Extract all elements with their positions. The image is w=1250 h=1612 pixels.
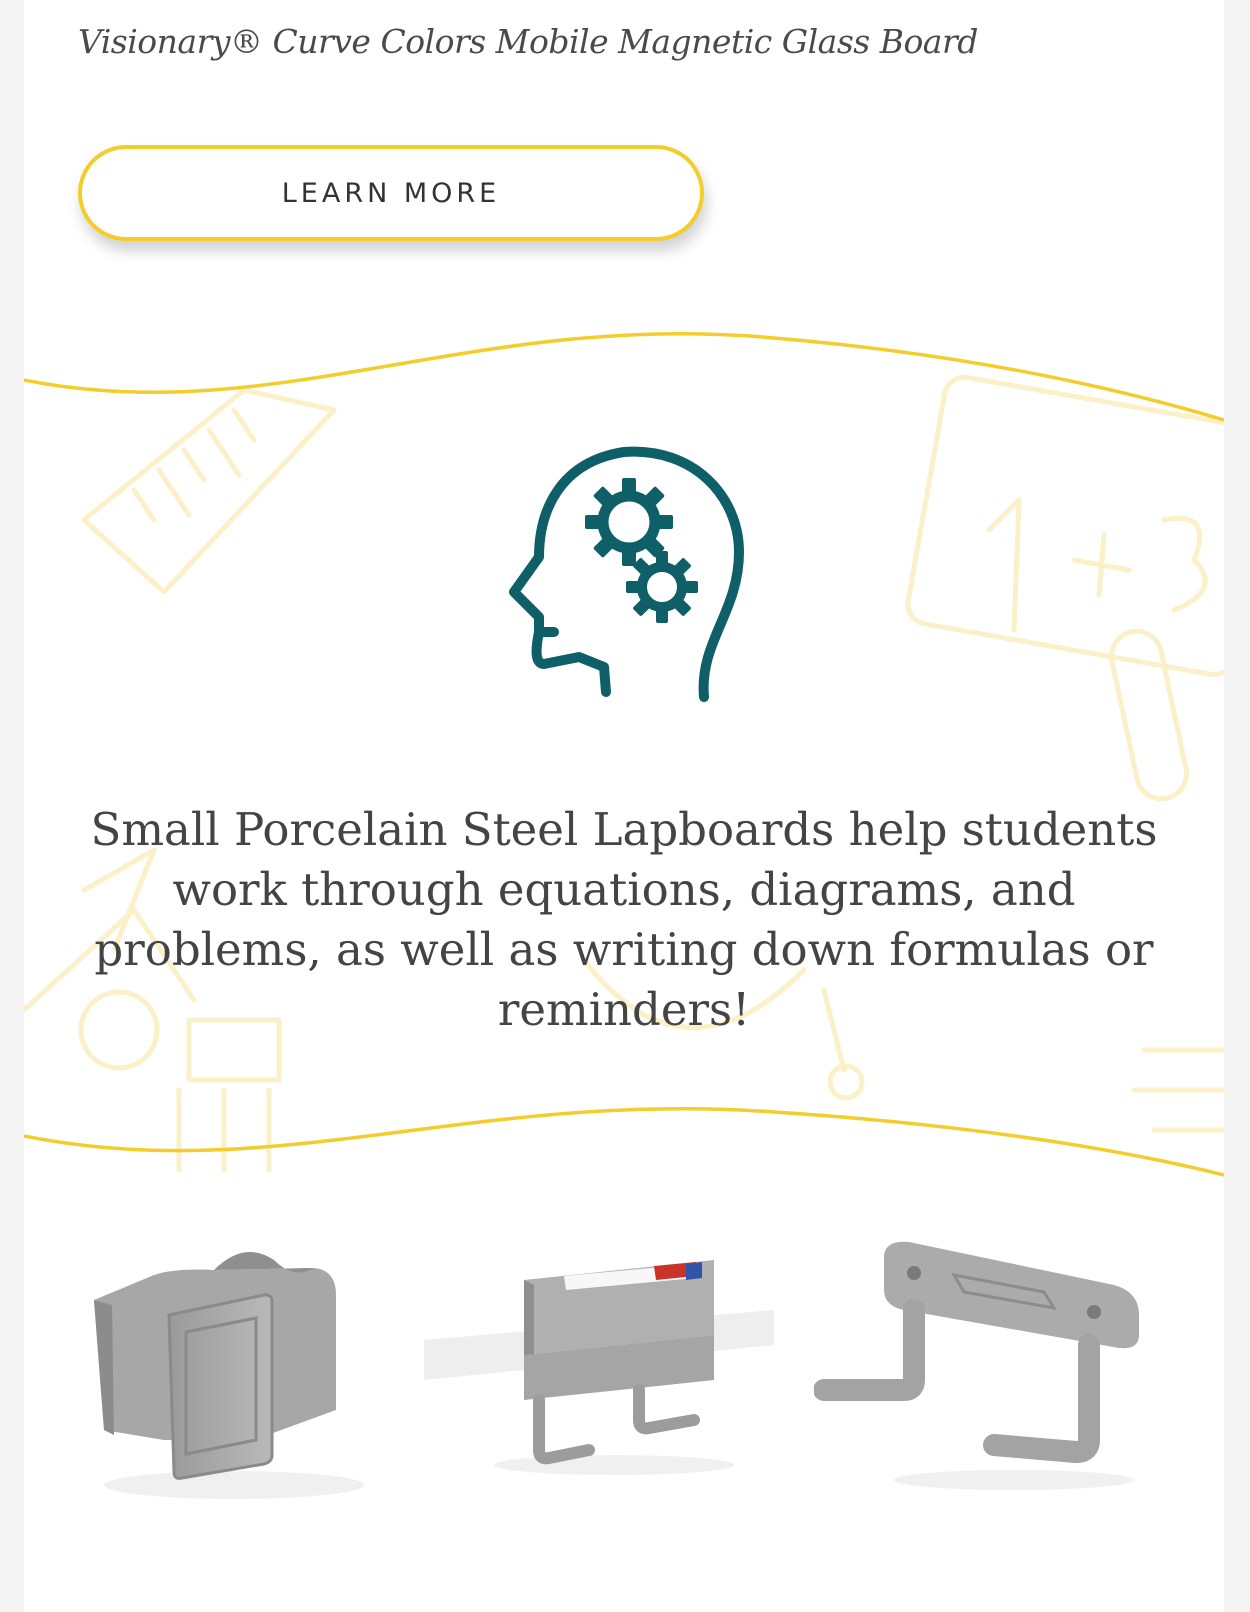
- page: [24, 0, 1224, 1612]
- double-hook-icon[interactable]: [814, 1240, 1154, 1500]
- feature-description: Small Porcelain Steel Lapboards help students work through equations, diagrams, and problems, as well as writing down formulas or reminders!: [90, 803, 1158, 1036]
- feature-band: [24, 330, 1224, 1210]
- learn-more-button[interactable]: LEARN MORE: [78, 145, 704, 241]
- product-title: Visionary® Curve Colors Mobile Magnetic Glass Board: [78, 22, 978, 61]
- head-gears-icon: [494, 442, 754, 712]
- accessory-images: [24, 1240, 1224, 1540]
- marker-tray-icon[interactable]: [424, 1240, 804, 1480]
- marker-holder-clip-icon[interactable]: [74, 1240, 374, 1510]
